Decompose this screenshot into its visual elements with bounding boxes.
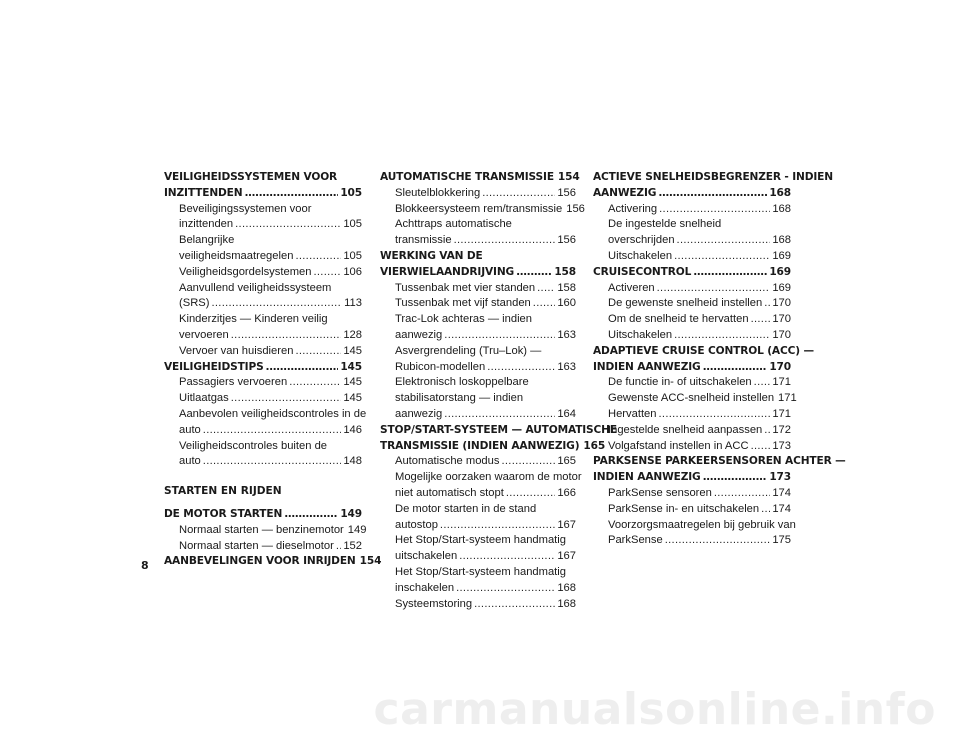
entry-page-number: 168 [772,202,791,215]
entry-leader-line [395,328,576,344]
dot-leader [693,265,767,281]
toc-subsection-entry[interactable] [164,233,362,265]
entry-leader-line [179,328,362,344]
entry-leader-line [395,186,576,202]
dot-leader [336,539,342,555]
entry-leader-line [608,375,791,391]
entry-title-line: VEILIGHEIDSSYSTEMEN VOOR [164,171,338,183]
entry-leader-line [395,281,576,297]
entry-leader-line [593,265,791,281]
toc-section-entry[interactable] [593,344,814,376]
toc-subsection-entry[interactable] [380,470,582,502]
entry-page-number: 145 [343,344,362,357]
entry-leader-line [608,296,791,312]
entry-page-number: 106 [343,265,362,278]
entry-leader-line [395,296,576,312]
dot-leader [459,549,555,565]
entry-title: Activering [608,202,658,215]
entry-leader-line [608,249,791,265]
entry-page-number: 156 [557,234,576,247]
entry-page-number: 171 [778,392,797,405]
toc-subsection-entry[interactable] [164,281,362,313]
entry-leader-line [380,439,606,455]
toc-subsection-entry[interactable] [164,523,367,539]
toc-column-3 [593,170,846,549]
entry-title: Passagiers vervoeren [179,376,288,389]
dot-leader [501,454,555,470]
entry-title-line: stabilisatorstang — indien [395,392,524,405]
dot-leader [284,507,338,523]
entry-title-line: WERKING VAN DE [380,249,483,262]
toc-section-entry[interactable] [164,360,362,376]
dot-leader [516,265,552,281]
dot-leader [674,328,770,344]
entry-leader-line [179,539,362,555]
entry-title: Veiligheidsgordelsystemen [179,265,312,278]
entry-page-number: 169 [772,249,791,262]
entry-page-number: 145 [340,360,362,373]
entry-title: Automatische modus [395,455,500,468]
entry-title-line: De motor starten in de stand [395,502,537,515]
entry-page-number: 154 [557,171,580,183]
entry-title: ParkSense sensoren [608,486,712,499]
entry-title-line: Mogelijke oorzaken waarom de motor [395,471,582,484]
entry-title: De gewenste snelheid instellen [608,297,763,310]
entry-leader-line [593,186,791,202]
toc-section-entry[interactable] [593,170,833,202]
dot-leader [537,281,555,297]
dot-leader [444,328,555,344]
entry-title: Activeren [608,281,655,294]
toc-subsection-entry[interactable] [593,375,791,391]
toc-subsection-entry[interactable] [593,439,791,455]
dot-leader [203,454,342,470]
entry-title: Uitschakelen [608,249,673,262]
entry-leader-line [179,217,362,233]
entry-page-number: 163 [557,328,576,341]
entry-page-number: 156 [557,186,576,199]
entry-leader-line [395,407,576,423]
entry-title: Vervoer van huisdieren [179,344,294,357]
entry-leader-line [608,486,791,502]
entry-title-line: Het Stop/Start-systeem handmatig [395,565,566,578]
dot-leader [440,518,555,534]
entry-title-line: Trac-Lok achteras — indien [395,313,533,326]
entry-leader-line [179,391,362,407]
toc-subsection-entry[interactable] [380,454,576,470]
entry-title: veiligheidsmaatregelen [179,249,294,262]
dot-leader [211,296,342,312]
dot-leader [266,360,339,376]
entry-page-number: 169 [769,265,791,278]
toc-subsection-entry[interactable] [380,344,576,376]
entry-title: Sleutelblokkering [395,186,481,199]
entry-title: AANBEVELINGEN VOOR INRIJDEN [164,555,356,568]
dot-leader [474,597,555,613]
dot-leader [751,312,771,328]
entry-leader-line [395,581,576,597]
entry-page-number: 168 [772,234,791,247]
toc-subsection-entry[interactable] [380,296,576,312]
toc-section-entry[interactable] [593,265,791,281]
toc-subsection-entry[interactable] [380,186,576,202]
entry-title-line: Achttraps automatische [395,218,512,231]
entry-leader-line [395,486,576,502]
entry-leader-line [608,328,791,344]
entry-leader-line [164,360,362,376]
entry-leader-line [608,502,791,518]
entry-leader-line [179,523,367,539]
entry-title: aanwezig [395,407,443,420]
entry-page-number: 170 [769,360,791,373]
entry-page-number: 173 [772,439,791,452]
entry-page-number: 171 [772,376,791,389]
toc-subsection-entry[interactable] [593,486,791,502]
entry-page-number: 174 [772,502,791,515]
entry-page-number: 164 [557,407,576,420]
entry-leader-line [164,186,362,202]
entry-title: aanwezig [395,328,443,341]
toc-entries [380,170,617,612]
toc-subsection-entry[interactable] [593,312,791,328]
entry-leader-line [608,312,791,328]
entry-title: Tussenbak met vijf standen [395,297,531,310]
entry-leader-line [608,533,791,549]
entry-leader-line [380,170,580,186]
entry-leader-line [608,391,797,407]
toc-subsection-entry[interactable] [164,439,362,471]
entry-title: inschakelen [395,581,455,594]
watermark: carmanualsonline.info [373,684,936,735]
dot-leader [444,407,555,423]
entry-page-number: 165 [583,439,606,452]
toc-subsection-entry[interactable] [380,202,585,218]
entry-page-number: 168 [769,186,791,199]
entry-title: CRUISECONTROL [593,265,692,278]
toc-section-entry[interactable] [164,507,362,523]
entry-leader-line [395,518,576,534]
entry-leader-line [380,265,576,281]
entry-title-line: Kinderzitjes — Kinderen veilig [179,313,328,326]
entry-page-number: 167 [557,518,576,531]
entry-leader-line [608,423,791,439]
entry-title: DE MOTOR STARTEN [164,507,283,520]
entry-leader-line [179,296,362,312]
dot-leader [764,423,770,439]
toc-subsection-entry[interactable] [593,296,791,312]
toc-subsection-entry[interactable] [593,502,791,518]
entry-page-number: 158 [554,265,576,278]
chapter-heading: STARTEN EN RIJDEN [164,485,282,498]
dot-leader [754,375,771,391]
entry-page-number: 170 [772,297,791,310]
toc-entries [164,507,382,570]
dot-leader [674,249,770,265]
entry-page-number: 170 [772,313,791,326]
dot-leader [295,344,341,360]
entry-leader-line [164,507,362,523]
entry-page-number: 152 [343,539,362,552]
entry-leader-line [608,233,791,249]
entry-title-line: Veiligheidscontroles buiten de [179,439,328,452]
entry-page-number: 169 [772,281,791,294]
entry-page-number: 128 [343,328,362,341]
dot-leader [506,486,556,502]
toc-subsection-entry[interactable] [380,281,576,297]
entry-title: niet automatisch stopt [395,486,504,499]
entry-page-number: 105 [343,249,362,262]
entry-leader-line [395,549,576,565]
dot-leader [703,360,768,376]
entry-page-number: 158 [557,281,576,294]
toc-subsection-entry[interactable] [164,375,362,391]
toc-subsection-entry[interactable] [380,502,576,534]
toc-subsection-entry[interactable] [593,391,797,407]
entry-title-line: ACTIEVE SNELHEIDSBEGRENZER - INDIEN [593,171,833,183]
entry-leader-line [395,233,576,249]
toc-section-entry[interactable] [380,170,580,186]
entry-leader-line [395,597,576,613]
dot-leader [659,202,770,218]
entry-leader-line [179,344,362,360]
entry-title: Hervatten [608,407,657,420]
toc-subsection-entry[interactable] [593,202,791,218]
entry-page-number: 175 [772,534,791,547]
dot-leader [231,328,342,344]
entry-title: VIERWIELAANDRIJVING [380,265,515,278]
entry-title: uitschakelen [395,550,458,563]
entry-page-number: 172 [772,423,791,436]
entry-title: autostop [395,518,438,531]
entry-leader-line [395,202,585,218]
toc-subsection-entry[interactable] [164,539,362,555]
entry-page-number: 174 [772,486,791,499]
toc-section-entry[interactable] [593,454,846,486]
toc-subsection-entry[interactable] [164,391,362,407]
entry-title-line: STOP/START-SYSTEEM — AUTOMATISCHE [380,423,617,436]
entry-leader-line [608,202,791,218]
toc-subsection-entry[interactable] [593,281,791,297]
entry-title: AANWEZIG [593,186,657,199]
toc-subsection-entry[interactable] [593,328,791,344]
entry-title: ParkSense [608,534,663,547]
entry-leader-line [179,454,362,470]
entry-page-number: 165 [557,455,576,468]
entry-title: Gewenste ACC-snelheid instellen [608,392,775,405]
toc-section-entry[interactable] [164,554,382,570]
toc-column-1 [164,170,382,570]
entry-title-line: De ingestelde snelheid [608,218,722,231]
entry-title: INDIEN AANWEZIG [593,471,701,484]
entry-leader-line [593,470,791,486]
dot-leader [456,581,555,597]
entry-title: VEILIGHEIDSTIPS [164,360,264,373]
entry-title-line: Voorzorgsmaatregelen bij gebruik van [608,518,796,531]
entry-page-number: 113 [344,297,362,310]
entry-page-number: 156 [566,202,585,215]
dot-leader [289,375,341,391]
entry-page-number: 160 [557,297,576,310]
dot-leader [231,391,342,407]
toc-subsection-entry[interactable] [164,202,362,234]
entry-title: overschrijden [608,234,675,247]
entry-title-line: Asvergrendeling (Tru–Lok) — [395,344,542,357]
entry-page-number: 145 [343,392,362,405]
entry-leader-line [608,281,791,297]
dot-leader [764,296,770,312]
dot-leader [761,502,770,518]
entry-page-number: 168 [557,597,576,610]
entry-page-number: 149 [340,507,362,520]
toc-subsection-entry[interactable] [380,565,576,597]
dot-leader [235,217,341,233]
entry-leader-line [179,265,362,281]
entry-page-number: 105 [343,218,362,231]
entry-title: Ingestelde snelheid aanpassen [608,423,763,436]
entry-title: vervoeren [179,328,229,341]
entry-title: Uitschakelen [608,328,673,341]
dot-leader [313,265,341,281]
entry-leader-line [164,554,382,570]
dot-leader [677,233,771,249]
entry-title: inzittenden [179,218,234,231]
toc-subsection-entry[interactable] [380,533,576,565]
entry-title: Volgafstand instellen in ACC [608,439,749,452]
toc-column-2 [380,170,617,612]
entry-leader-line [179,423,362,439]
toc-subsection-entry[interactable] [164,407,367,439]
dot-leader [203,423,342,439]
entry-title: AUTOMATISCHE TRANSMISSIE [380,171,554,183]
dot-leader [665,533,771,549]
toc-subsection-entry[interactable] [593,217,791,249]
entry-title-line: Het Stop/Start-systeem handmatig [395,534,566,547]
toc-section-entry[interactable] [380,423,617,455]
toc-subsection-entry[interactable] [164,344,362,360]
entry-title: ParkSense in- en uitschakelen [608,502,760,515]
toc-subsection-entry[interactable] [593,518,796,550]
toc-subsection-entry[interactable] [593,423,791,439]
entry-title: TRANSMISSIE (INDIEN AANWEZIG) [380,439,580,452]
entry-leader-line [395,360,576,376]
entry-page-number: 163 [557,360,576,373]
dot-leader [533,296,556,312]
toc-subsection-entry[interactable] [380,597,576,613]
toc-section-entry[interactable] [164,170,362,202]
dot-leader [482,186,555,202]
dot-leader [703,470,768,486]
entry-page-number: 171 [772,407,791,420]
entry-title-line: Elektronisch loskoppelbare [395,376,529,389]
entry-title: Blokkeersysteem rem/transmissie [395,202,563,215]
entry-title-line: PARKSENSE PARKEERSENSOREN ACHTER — [593,455,846,468]
entry-page-number: 154 [359,555,382,568]
toc-subsection-entry[interactable] [380,217,576,249]
entry-page-number: 105 [340,186,362,199]
toc-subsection-entry[interactable] [593,249,791,265]
entry-page-number: 166 [557,486,576,499]
dot-leader [658,186,767,202]
entry-leader-line [179,249,362,265]
entry-leader-line [608,439,791,455]
entry-title: Normaal starten — dieselmotor [179,539,334,552]
entry-leader-line [179,375,362,391]
entry-title-line: Beveiligingssystemen voor [179,202,312,215]
entry-leader-line [608,407,791,423]
dot-leader [244,186,338,202]
toc-subsection-entry[interactable] [380,375,576,422]
toc-subsection-entry[interactable] [164,265,362,281]
entry-title: (SRS) [179,297,210,310]
entry-title: INDIEN AANWEZIG [593,360,701,373]
toc-entries [164,170,367,470]
entry-title: Uitlaatgas [179,392,229,405]
dot-leader [659,407,771,423]
entry-title: auto [179,455,201,468]
entry-leader-line [395,454,576,470]
entry-title: Tussenbak met vier standen [395,281,536,294]
entry-title: Om de snelheid te hervatten [608,313,749,326]
dot-leader [454,233,556,249]
dot-leader [657,281,771,297]
dot-leader [751,439,771,455]
entry-page-number: 148 [343,455,362,468]
dot-leader [714,486,770,502]
entry-leader-line [593,360,791,376]
dot-leader [487,360,555,376]
entry-page-number: 146 [343,423,362,436]
entry-title-line: Aanvullend veiligheidssysteem [179,281,332,294]
entry-page-number: 145 [343,376,362,389]
entry-page-number: 173 [769,471,791,484]
entry-title: transmissie [395,234,452,247]
entry-title: De functie in- of uitschakelen [608,376,752,389]
toc-entries [593,170,846,549]
entry-page-number: 168 [557,581,576,594]
toc-subsection-entry[interactable] [593,407,791,423]
entry-title: Systeemstoring [395,597,473,610]
entry-page-number: 167 [557,550,576,563]
toc-section-entry[interactable] [380,249,576,281]
toc-subsection-entry[interactable] [164,312,362,344]
entry-title-line: Aanbevolen veiligheidscontroles in de [179,407,367,420]
entry-title-line: ADAPTIEVE CRUISE CONTROL (ACC) — [593,344,814,357]
entry-title: Rubicon-modellen [395,360,486,373]
entry-page-number: 170 [772,328,791,341]
entry-page-number: 149 [347,523,367,536]
dot-leader [295,249,341,265]
entry-title-line: Belangrijke [179,234,235,247]
toc-subsection-entry[interactable] [380,312,576,344]
entry-title: Normaal starten — benzinemotor [179,523,344,536]
entry-title: auto [179,423,201,436]
entry-title: INZITTENDEN [164,186,243,199]
page-number: 8 [141,559,149,572]
